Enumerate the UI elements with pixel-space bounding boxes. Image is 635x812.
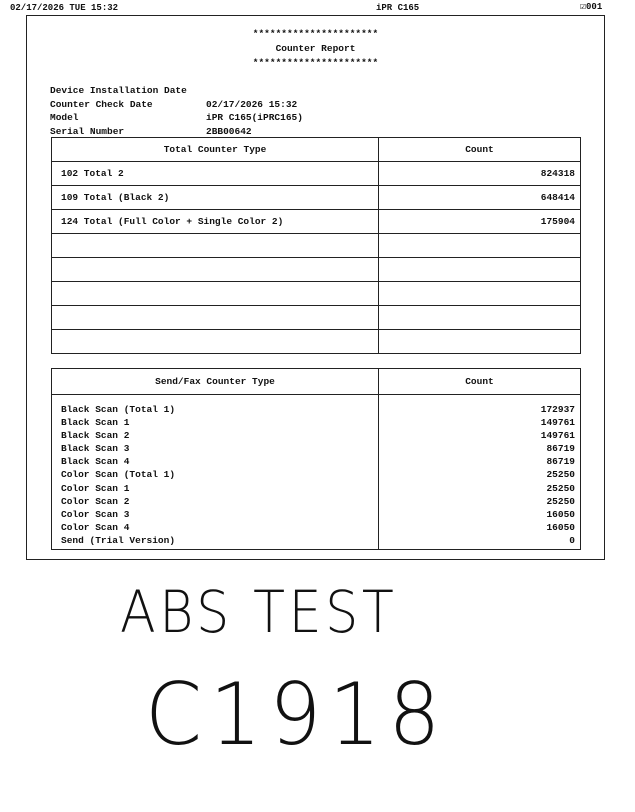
list-item: Color Scan 2	[61, 495, 130, 507]
list-item: Black Scan 4	[61, 456, 130, 468]
handwritten-note-line1: ABS TEST	[120, 578, 398, 646]
fax-datetime: 02/17/2026 TUE 15:32	[10, 3, 119, 13]
fax-page-number: 001	[586, 2, 603, 12]
send-fax-count-list	[379, 395, 581, 550]
info-label: Counter Check Date	[50, 98, 153, 110]
counter-count	[379, 330, 581, 354]
info-row	[50, 98, 303, 112]
handwritten-note-line2: C1918	[145, 665, 448, 765]
fax-page-icon: ☑	[580, 2, 587, 13]
list-item: Black Scan 1	[61, 417, 130, 429]
send-fax-counter-table	[51, 368, 581, 550]
column-header-type: Send/Fax Counter Type	[52, 369, 379, 395]
list-item: Color Scan 4	[61, 521, 130, 533]
list-item: Color Scan 3	[61, 508, 130, 520]
title-stars-bottom: **********************	[252, 57, 379, 68]
list-item: Black Scan 2	[61, 430, 130, 442]
counter-type: 109 Total (Black 2)	[52, 186, 379, 210]
counter-count: 824318	[379, 162, 581, 186]
list-item: Send (Trial Version)	[61, 534, 176, 546]
list-item-count: 16050	[546, 521, 575, 533]
counter-type	[52, 306, 379, 330]
counter-count	[379, 234, 581, 258]
info-row	[50, 111, 303, 125]
table-row	[52, 282, 581, 306]
info-label: Device Installation Date	[50, 85, 187, 96]
list-item-count: 86719	[546, 443, 575, 455]
list-item: Color Scan (Total 1)	[61, 469, 176, 481]
info-label: Model	[50, 112, 79, 123]
table-header-row	[52, 138, 581, 162]
counter-type	[52, 282, 379, 306]
info-row	[50, 84, 303, 98]
counter-type: 102 Total 2	[52, 162, 379, 186]
column-header-count: Count	[379, 138, 581, 162]
counter-count	[379, 306, 581, 330]
info-value: 02/17/2026 15:32	[206, 98, 298, 110]
table-header-row	[52, 369, 581, 395]
column-header-type: Total Counter Type	[52, 138, 379, 162]
counter-type	[52, 330, 379, 354]
table-row	[52, 258, 581, 282]
table-row	[52, 162, 581, 186]
counter-count: 175904	[379, 210, 581, 234]
list-item-count: 86719	[546, 456, 575, 468]
table-row	[52, 186, 581, 210]
send-fax-type-list	[52, 395, 379, 550]
list-item-count: 25250	[546, 495, 575, 507]
list-item-count: 25250	[546, 469, 575, 481]
list-item: Color Scan 1	[61, 482, 130, 494]
total-counter-table	[51, 137, 581, 354]
list-item-count: 172937	[540, 404, 575, 415]
fax-device-model: iPR C165	[376, 3, 420, 13]
device-info	[50, 84, 303, 138]
list-item-count: 16050	[546, 508, 575, 520]
counter-count: 648414	[379, 186, 581, 210]
table-row	[52, 210, 581, 234]
counter-type	[52, 258, 379, 282]
list-item-count: 149761	[540, 430, 575, 442]
counter-type	[52, 234, 379, 258]
column-header-count: Count	[379, 369, 581, 395]
fax-header	[0, 3, 635, 15]
report-title-block	[27, 27, 604, 71]
counter-type: 124 Total (Full Color + Single Color 2)	[52, 210, 379, 234]
table-row	[52, 330, 581, 354]
list-item: Black Scan (Total 1)	[61, 404, 176, 415]
counter-count	[379, 258, 581, 282]
info-row	[50, 125, 303, 139]
fax-page-number-group	[580, 1, 602, 13]
table-row	[52, 306, 581, 330]
list-item-count: 0	[569, 534, 575, 546]
list-item: Black Scan 3	[61, 443, 130, 455]
info-value: 2BB00642	[206, 125, 252, 137]
info-value: iPR C165(iPRC165)	[206, 112, 303, 123]
table-row	[52, 234, 581, 258]
list-item-count: 25250	[546, 482, 575, 494]
list-item-count: 149761	[540, 417, 575, 429]
report-page-frame	[26, 15, 605, 560]
table-body-row	[52, 395, 581, 550]
report-title: Counter Report	[275, 42, 356, 54]
info-label: Serial Number	[50, 125, 125, 137]
title-stars-top: **********************	[252, 28, 379, 39]
counter-count	[379, 282, 581, 306]
